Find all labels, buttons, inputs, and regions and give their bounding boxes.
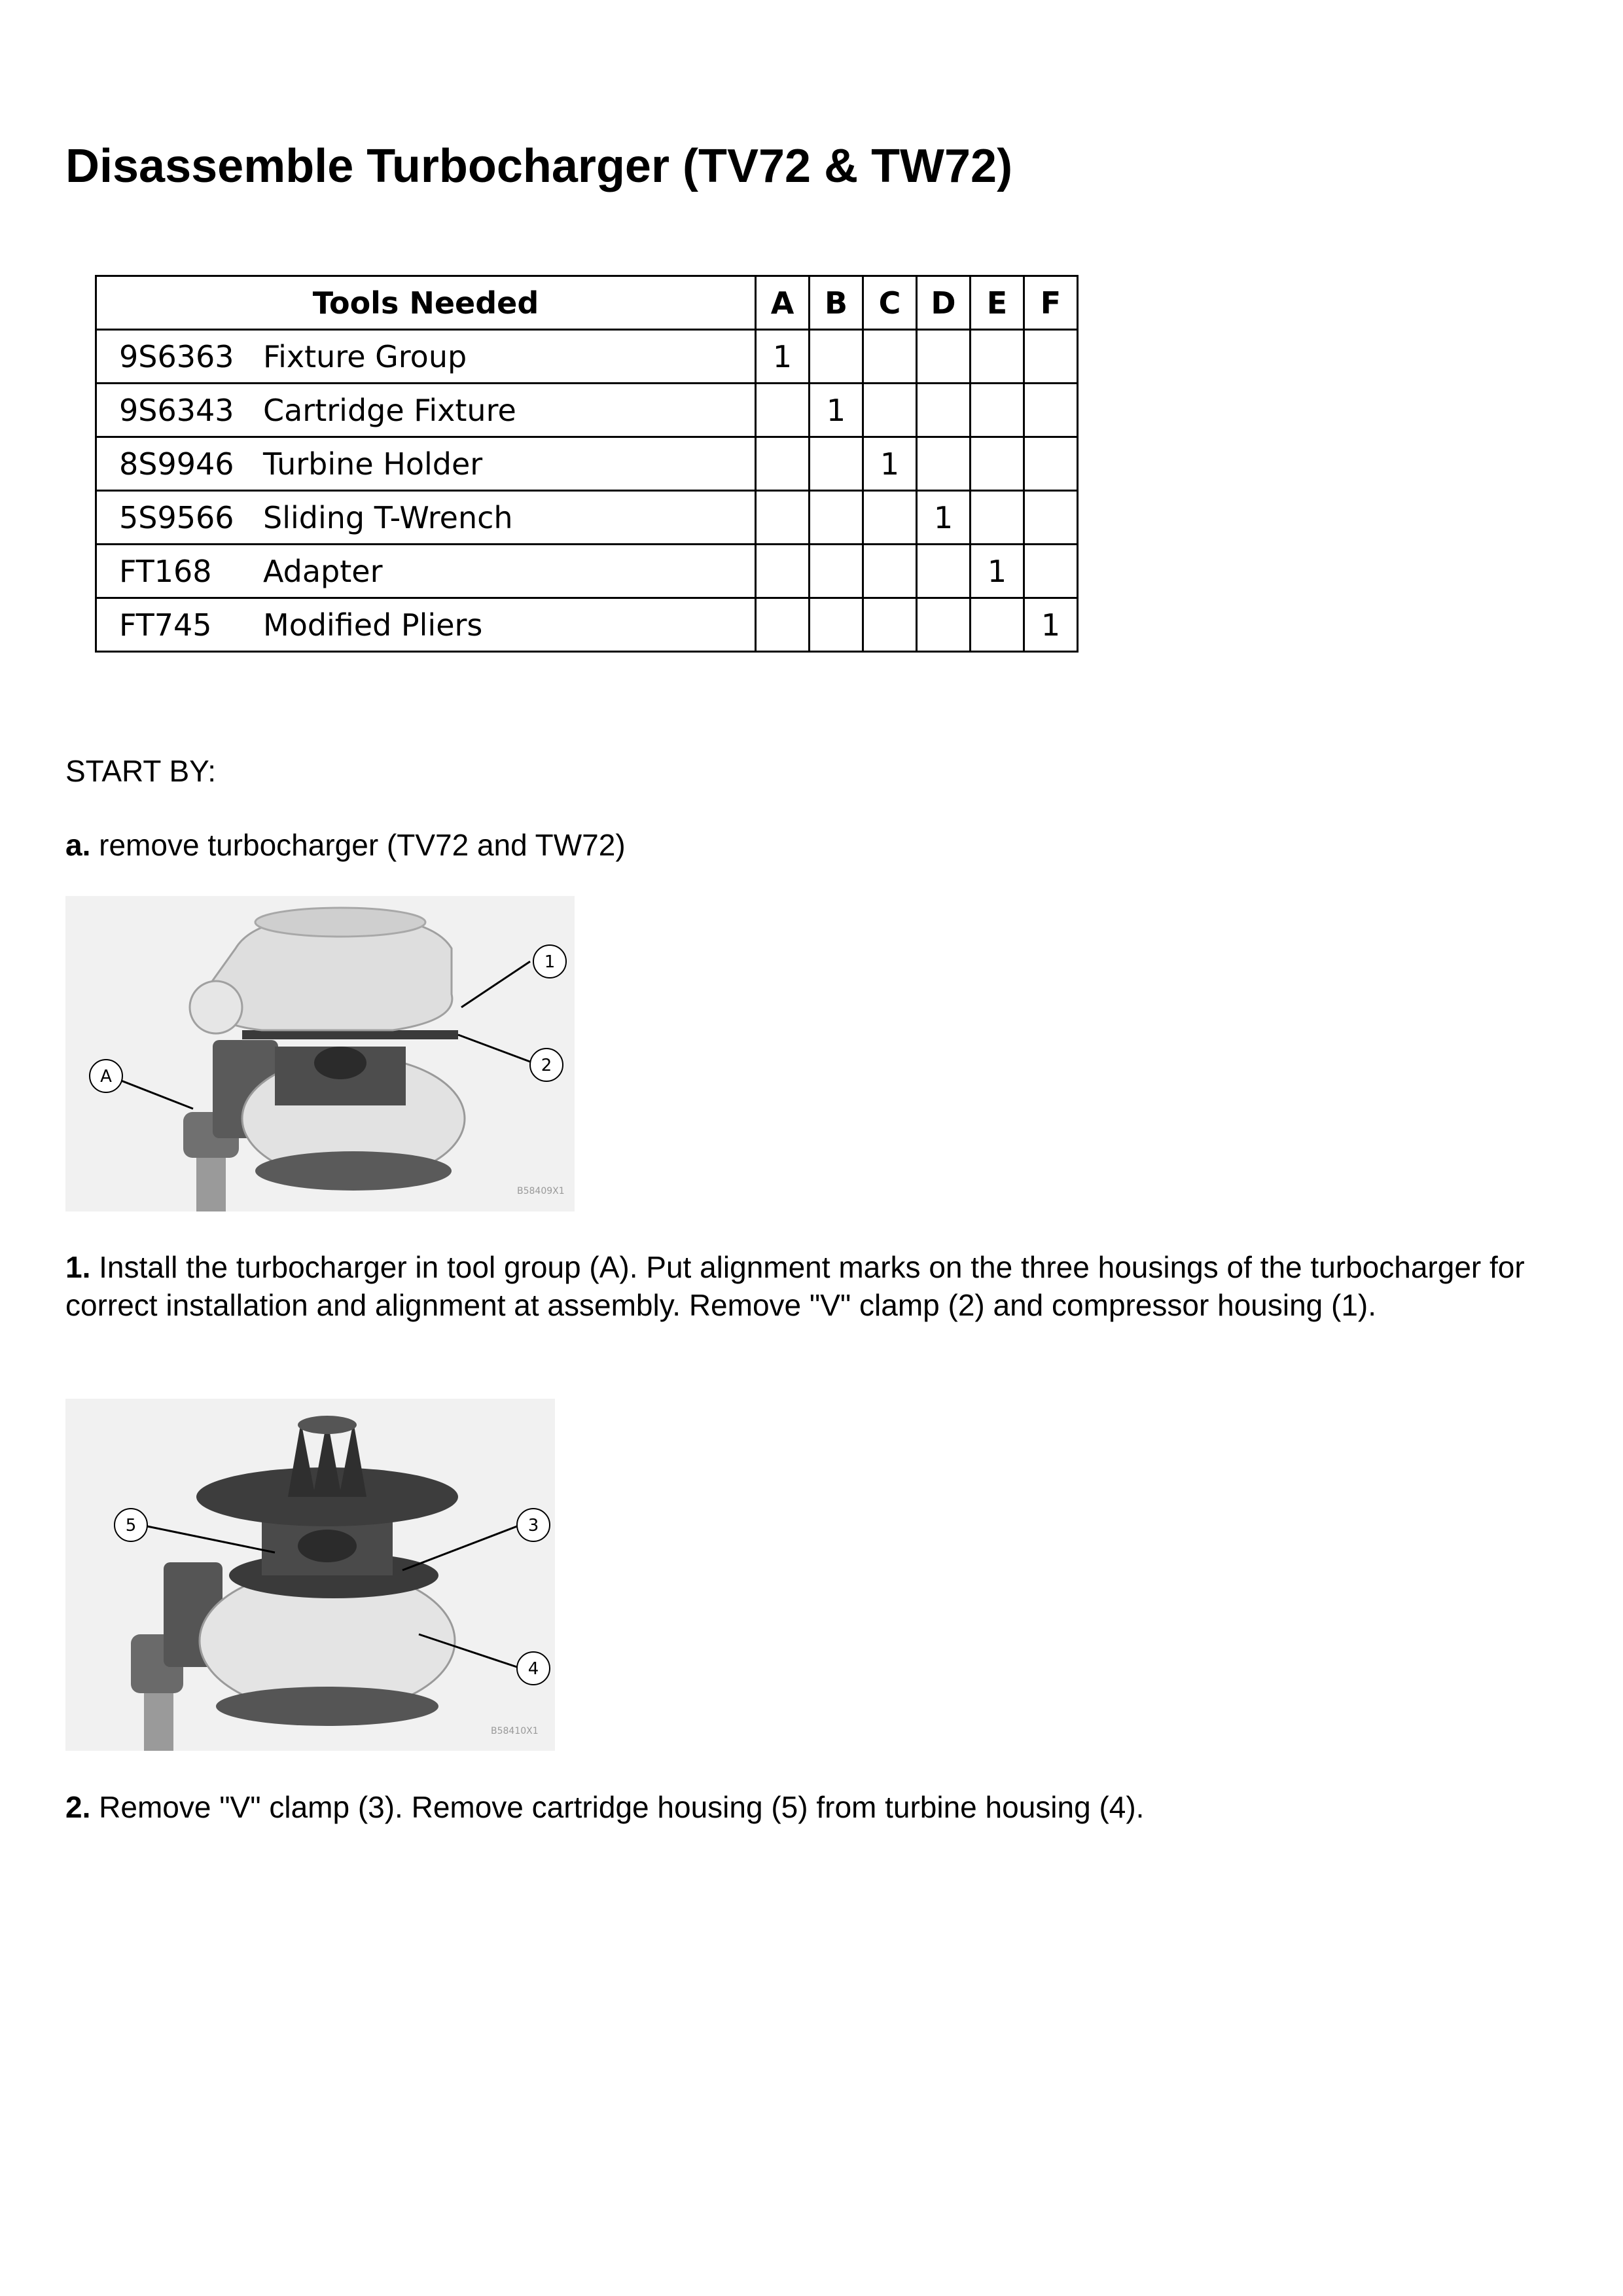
qty-cell [971, 384, 1024, 437]
qty-cell [917, 598, 971, 652]
tool-name: Turbine Holder [263, 446, 483, 482]
qty-cell [1024, 437, 1078, 491]
qty-cell: 1 [810, 384, 863, 437]
qty-cell [863, 491, 917, 545]
qty-cell [810, 330, 863, 384]
callout-2: 2 [541, 1056, 552, 1075]
step-number: 2. [65, 1790, 91, 1824]
table-row [96, 437, 1078, 491]
qty-cell [917, 437, 971, 491]
qty-cell [971, 598, 1024, 652]
qty-cell [971, 330, 1024, 384]
part-number: 9S6343 [119, 392, 234, 428]
step-text: Remove "V" clamp (3). Remove cartridge housing (5) from turbine housing (4). [90, 1790, 1145, 1824]
column-header-c: C [863, 276, 917, 330]
callout-4: 4 [527, 1659, 539, 1679]
qty-cell [1024, 545, 1078, 598]
tool-name: Sliding T-Wrench [263, 499, 513, 535]
table-row [96, 384, 1078, 437]
item-label: a. [65, 828, 91, 862]
table-row [96, 491, 1078, 545]
part-number: FT168 [119, 553, 212, 589]
step-text: Install the turbocharger in tool group (A). Put alignment marks on the three housings of the turbocharger for correct installation and alignment at assembly. Remove "V" clamp (2) and compressor housing (1). [65, 1250, 1525, 1322]
qty-cell [810, 598, 863, 652]
part-number: 9S6363 [119, 338, 234, 374]
start-by-heading: START BY: [65, 754, 217, 788]
page-title: Disassemble Turbocharger (TV72 & TW72) [65, 140, 1013, 192]
tool-name: Fixture Group [263, 338, 467, 374]
qty-cell [863, 598, 917, 652]
part-number: 8S9946 [119, 446, 234, 482]
qty-cell [810, 545, 863, 598]
qty-cell [810, 491, 863, 545]
qty-cell [863, 384, 917, 437]
tool-cell [96, 437, 756, 491]
qty-cell [917, 545, 971, 598]
qty-cell [917, 384, 971, 437]
qty-cell: 1 [917, 491, 971, 545]
qty-cell [1024, 491, 1078, 545]
tool-cell [96, 545, 756, 598]
table-row [96, 330, 1078, 384]
table-header-row [96, 276, 1078, 330]
tool-name: Cartridge Fixture [263, 392, 516, 428]
tool-cell [96, 384, 756, 437]
tool-name: Adapter [263, 553, 383, 589]
step-1 [65, 1249, 1571, 1324]
qty-cell [1024, 384, 1078, 437]
figure-turbocharger-in-fixture [65, 896, 575, 1211]
tool-cell [96, 330, 756, 384]
column-header-d: D [917, 276, 971, 330]
turbocharger-illustration [65, 896, 575, 1211]
tools-needed-header: Tools Needed [96, 276, 756, 330]
tool-name: Modified Pliers [263, 607, 483, 643]
qty-cell [863, 330, 917, 384]
cartridge-illustration [65, 1399, 555, 1751]
tool-cell [96, 491, 756, 545]
part-number: 5S9566 [119, 499, 234, 535]
qty-cell [756, 384, 810, 437]
figure-cartridge-removal [65, 1399, 555, 1751]
start-by-item [65, 827, 626, 865]
qty-cell [971, 437, 1024, 491]
column-header-a: A [756, 276, 810, 330]
qty-cell [1024, 330, 1078, 384]
qty-cell [971, 491, 1024, 545]
item-text: remove turbocharger (TV72 and TW72) [90, 828, 626, 862]
qty-cell: 1 [971, 545, 1024, 598]
part-number: FT745 [119, 607, 212, 643]
column-header-e: E [971, 276, 1024, 330]
qty-cell: 1 [863, 437, 917, 491]
figure-code: B58409X1 [517, 1186, 565, 1196]
qty-cell [756, 598, 810, 652]
table-row [96, 545, 1078, 598]
qty-cell [756, 437, 810, 491]
table-row [96, 598, 1078, 652]
qty-cell [917, 330, 971, 384]
qty-cell: 1 [1024, 598, 1078, 652]
tools-needed-table [95, 275, 1079, 653]
qty-cell: 1 [756, 330, 810, 384]
callout-a: A [100, 1067, 112, 1086]
step-number: 1. [65, 1250, 91, 1284]
tool-cell [96, 598, 756, 652]
callout-5: 5 [125, 1516, 137, 1535]
figure-code: B58410X1 [491, 1726, 539, 1736]
qty-cell [810, 437, 863, 491]
callout-3: 3 [527, 1516, 539, 1535]
qty-cell [756, 491, 810, 545]
column-header-b: B [810, 276, 863, 330]
column-header-f: F [1024, 276, 1078, 330]
qty-cell [756, 545, 810, 598]
qty-cell [863, 545, 917, 598]
callout-1: 1 [544, 952, 556, 972]
step-2 [65, 1789, 1571, 1827]
